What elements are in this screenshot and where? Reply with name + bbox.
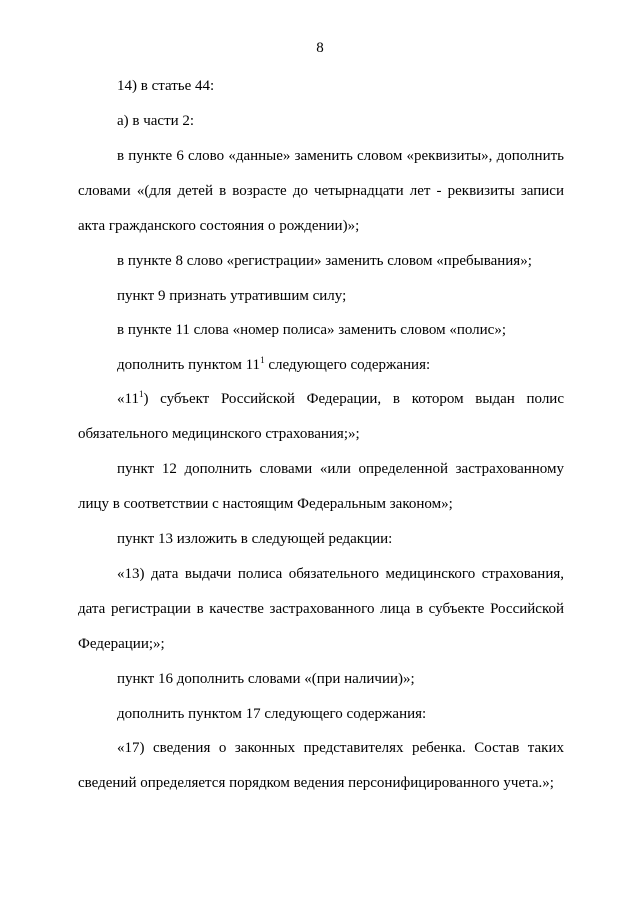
point-11-1-superscript: 1 (138, 389, 144, 399)
paragraph-point-13-line-3: Федерации;»; (78, 636, 165, 652)
paragraph-point-12-line-2: лицу в соответствии с настоящим Федеральным законом»; (78, 496, 453, 512)
paragraph-point-11-1-line-1 (117, 389, 564, 409)
paragraph-point-13-line-2: дата регистрации в качестве застрахованного лица в субъекте Российской (78, 601, 564, 617)
paragraph-point-6-line-3: акта гражданского состояния о рождении)»; (78, 218, 360, 234)
page-number: 8 (316, 40, 324, 56)
paragraph-point-6-line-2: словами «(для детей в возрасте до четырнадцати лет - реквизиты записи (78, 183, 564, 199)
paragraph-point-11: в пункте 11 слова «номер полиса» заменить словом «полис»; (117, 322, 506, 338)
paragraph-point-13-line-1: «13) дата выдачи полиса обязательного медицинского страхования, (117, 566, 564, 582)
point-11-1-intro-superscript: 1 (260, 355, 265, 365)
paragraph-point-12-line-1: пункт 12 дополнить словами «или определенной застрахованному (117, 461, 564, 477)
paragraph-point-13-intro: пункт 13 изложить в следующей редакции: (117, 531, 393, 547)
paragraph-point-8: в пункте 8 слово «регистрации» заменить словом «пребывания»; (117, 253, 532, 269)
paragraph-point-11-1-line-2: обязательного медицинского страхования;»; (78, 426, 360, 442)
paragraph-point-11-1-intro (117, 355, 564, 375)
paragraph-point-6-line-1: в пункте 6 слово «данные» заменить словом «реквизиты», дополнить (117, 148, 564, 164)
point-11-1-intro-rest: следующего содержания: (264, 357, 431, 373)
point-11-1-open: «11 (117, 391, 139, 407)
subitem-a-heading: а) в части 2: (117, 113, 195, 129)
paragraph-point-9: пункт 9 признать утратившим силу; (117, 288, 347, 304)
point-11-1-text: ) субъект Российской Федерации, в котором выдан полис (143, 391, 564, 407)
paragraph-point-17-intro: дополнить пунктом 17 следующего содержания: (117, 706, 427, 722)
paragraph-point-17-line-2: сведений определяется порядком ведения персонифицированного учета.»; (78, 775, 554, 791)
paragraph-point-16: пункт 16 дополнить словами «(при наличии)»; (117, 671, 415, 687)
paragraph-point-17-line-1: «17) сведения о законных представителях ребенка. Состав таких (117, 740, 564, 756)
point-11-1-intro-text: дополнить пунктом 11 (117, 357, 261, 373)
item-14-heading: 14) в статье 44: (117, 78, 215, 94)
